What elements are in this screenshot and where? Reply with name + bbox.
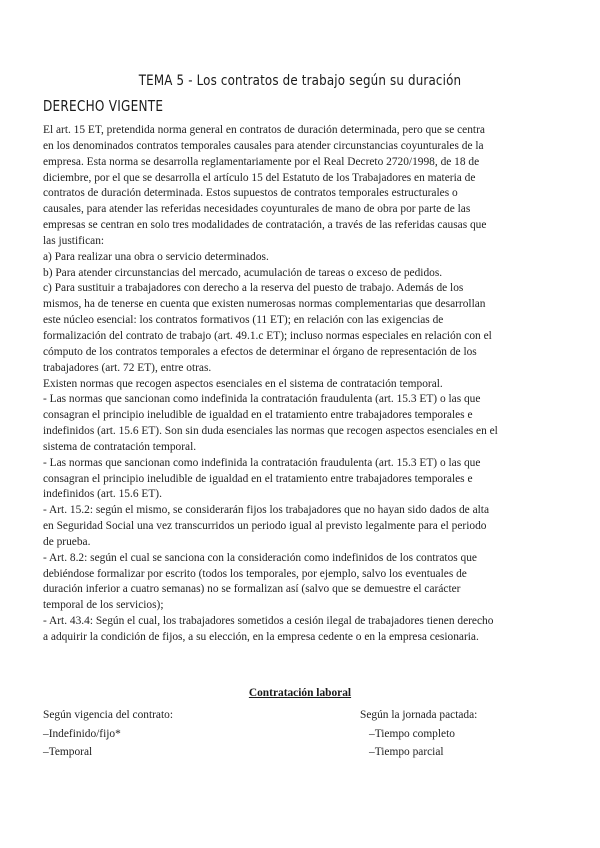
text-line: - Las normas que sancionan como indefinida la contratación fraudulenta (art. 15.3 ET) o las que	[43, 393, 481, 406]
text-line: mismos, ha de tenerse en cuenta que existen numerosas normas complementarias que desarrollan	[43, 298, 486, 311]
summary-left-label: Según vigencia del contrato:	[43, 709, 174, 721]
text-line: trabajadores (art. 72 ET), entre otras.	[43, 361, 212, 374]
text-line: - Art. 43.4: Según el cual, los trabajadores sometidos a cesión ilegal de trabajadores tienen derecho	[43, 615, 494, 628]
body-paragraph	[43, 123, 565, 646]
summary-left-item: –Temporal	[43, 746, 93, 758]
text-line: - Art. 8.2: según el cual se sanciona con la consideración como indefinidos de los contratos que	[43, 551, 477, 564]
section-heading: DERECHO VIGENTE	[43, 97, 164, 115]
text-line: diciembre, por el que se desarrolla el artículo 15 del Estatuto de los Trabajadores en materia de	[43, 171, 476, 184]
text-line: consagran el principio ineludible de igualdad en el tratamiento entre trabajadores temporales e	[43, 472, 473, 485]
summary-left-column	[43, 706, 173, 762]
text-line: indefinidos (art. 15.6 ET).	[43, 488, 162, 501]
text-line: c) Para sustituir a trabajadores con derecho a la reserva del puesto de trabajo. Además de los	[43, 282, 464, 295]
text-line: cómputo de los contratos temporales a efectos de determinar el órgano de representación de los	[43, 345, 477, 358]
summary-heading: Contratación laboral	[248, 687, 352, 699]
text-line: - Las normas que sancionan como indefinida la contratación fraudulenta (art. 15.3 ET) o las que	[43, 456, 481, 469]
text-line: - Art. 15.2: según el mismo, se considerarán fijos los trabajadores que no hayan sido dados de alta	[43, 504, 490, 517]
text-line: formalización del contrato de trabajo (art. 49.1.c ET); incluso normas especiales en relación con el	[43, 329, 492, 342]
text-line: a) Para realizar una obra o servicio determinados.	[43, 250, 269, 263]
text-line: empresa. Esta norma se desarrolla reglamentariamente por el Real Decreto 2720/1998, de 18 de	[43, 155, 480, 168]
text-line: sistema de contratación temporal.	[43, 440, 197, 453]
text-line: este núcleo esencial: los contratos formativos (11 ET); en relación con las exigencias de	[43, 314, 444, 327]
text-line: las justifican:	[43, 234, 105, 247]
text-line: temporal de los servicios);	[43, 599, 164, 612]
text-line: a adquirir la condición de fijos, a su elección, en la empresa cedente o en la empresa cesionaria.	[43, 631, 479, 643]
text-line: El art. 15 ET, pretendida norma general en contratos de duración determinada, pero que se centra	[43, 124, 485, 136]
text-line: empresas se centran en solo tres modalidades de contratación, a través de las referidas causas que	[43, 219, 487, 232]
text-line: de prueba.	[43, 535, 91, 548]
text-line: en los denominados contratos temporales causales para atender circunstancias coyunturales de la	[43, 139, 484, 152]
summary-right-item: –Tiempo completo	[369, 727, 455, 740]
text-line: duración inferior a cuatro semanas) no se formalizan así (salvo que se demuestre el carácter	[43, 583, 461, 596]
summary-right-label: Según la jornada pactada:	[360, 709, 478, 721]
text-line: indefinidos (art. 15.6 ET). Son sin duda esenciales las normas que recogen aspectos esenciales en el	[43, 425, 498, 438]
text-line: debiéndose formalizar por escrito (todos los temporales, por ejemplo, salvo los eventuales de	[43, 567, 467, 580]
summary-right-column	[360, 706, 477, 762]
summary-left-item: –Indefinido/fijo*	[43, 727, 121, 740]
text-line: contratos de duración determinada. Estos supuestos de contratos temporales estructurales o	[43, 187, 458, 200]
text-line: b) Para atender circunstancias del mercado, acumulación de tareas o exceso de pedidos.	[43, 266, 443, 279]
text-line: en Seguridad Social una vez transcurridos un periodo igual al previsto legalmente para el periodo	[43, 520, 487, 533]
text-line: Existen normas que recogen aspectos esenciales en el sistema de contratación temporal.	[43, 377, 443, 390]
summary-right-item: –Tiempo parcial	[369, 746, 444, 758]
document-title: TEMA 5 - Los contratos de trabajo según su duración	[138, 73, 462, 89]
text-line: consagran el principio ineludible de igualdad en el tratamiento entre trabajadores temporales e	[43, 409, 473, 422]
text-line: causales, para atender las referidas necesidades coyunturales de mano de obra por parte de las	[43, 203, 471, 216]
